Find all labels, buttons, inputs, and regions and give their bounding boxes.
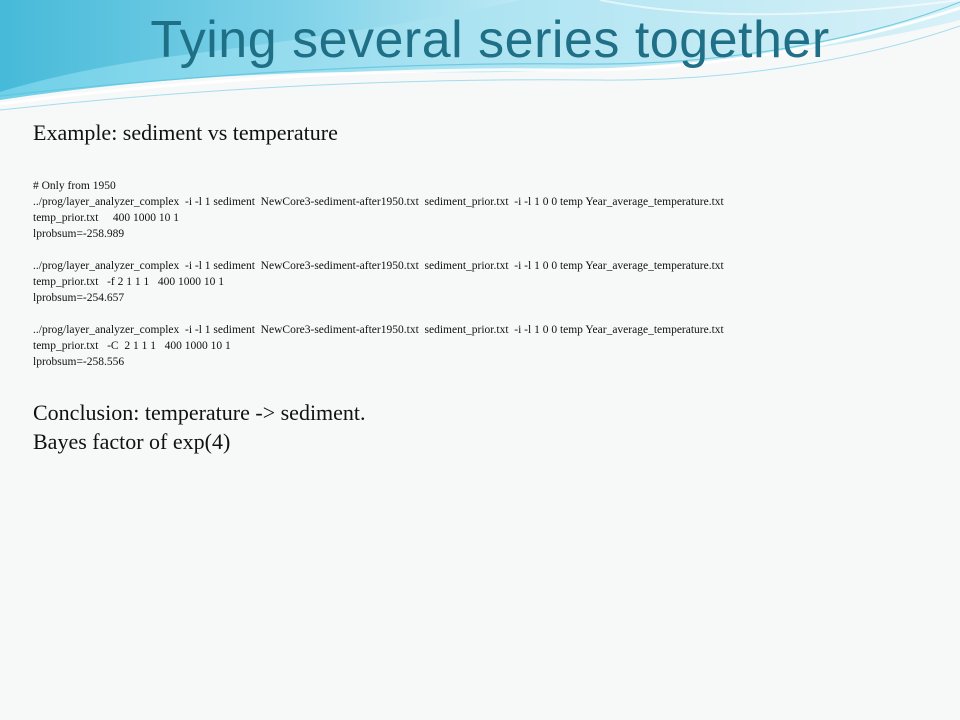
command-listing	[33, 178, 913, 370]
spacer	[33, 306, 913, 322]
code-line: temp_prior.txt -f 2 1 1 1 400 1000 10 1	[33, 276, 225, 288]
code-line: ../prog/layer_analyzer_complex -i -l 1 sediment NewCore3-sediment-after1950.txt sediment_prior.txt -i -l 1 0 0 temp Year_average_temperature.txt	[33, 196, 724, 208]
conclusion-line: Conclusion: temperature -> sediment.	[33, 400, 366, 425]
result-line: lprobsum=-258.989	[33, 228, 125, 240]
code-line: ../prog/layer_analyzer_complex -i -l 1 sediment NewCore3-sediment-after1950.txt sediment_prior.txt -i -l 1 0 0 temp Year_average_temperature.txt	[33, 324, 724, 336]
spacer	[33, 242, 913, 258]
slide-title: Tying several series together	[150, 11, 830, 69]
code-line: ../prog/layer_analyzer_complex -i -l 1 sediment NewCore3-sediment-after1950.txt sediment_prior.txt -i -l 1 0 0 temp Year_average_temperature.txt	[33, 260, 724, 272]
code-line: temp_prior.txt 400 1000 10 1	[33, 212, 179, 224]
code-line: # Only from 1950	[33, 180, 116, 192]
code-line: temp_prior.txt -C 2 1 1 1 400 1000 10 1	[33, 340, 231, 352]
conclusion-block	[33, 398, 366, 456]
example-heading: Example: sediment vs temperature	[33, 120, 338, 145]
bayes-factor-line: Bayes factor of exp(4)	[33, 429, 231, 454]
result-line: lprobsum=-254.657	[33, 292, 125, 304]
result-line: lprobsum=-258.556	[33, 356, 125, 368]
